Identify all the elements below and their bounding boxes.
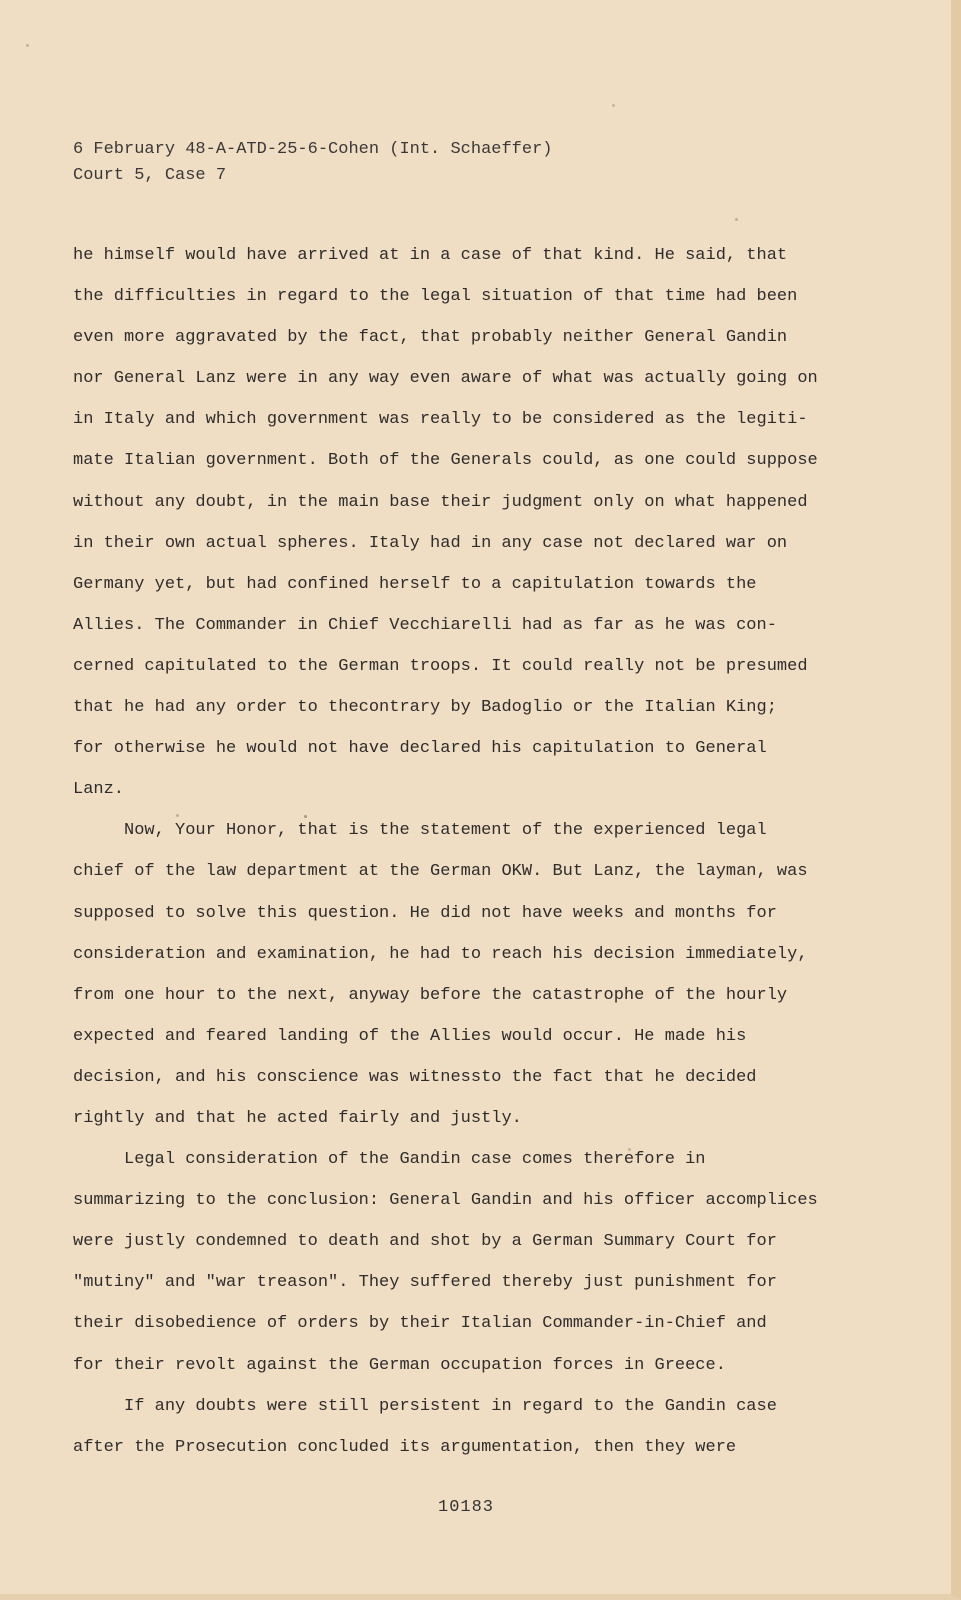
body-line: rightly and that he acted fairly and justly. xyxy=(73,1108,522,1128)
paper-speck xyxy=(735,218,738,221)
body-line: Allies. The Commander in Chief Vecchiarelli had as far as he was con- xyxy=(73,615,777,635)
body-line: that he had any order to thecontrary by Badoglio or the Italian King; xyxy=(73,698,777,718)
body-line: after the Prosecution concluded its argumentation, then they were xyxy=(73,1437,737,1457)
body-line: in Italy and which government was really to be considered as the legiti- xyxy=(73,410,808,430)
body-line: supposed to solve this question. He did not have weeks and months for xyxy=(73,903,777,923)
body-line: he himself would have arrived at in a case of that kind. He said, that xyxy=(73,246,788,265)
body-line: the difficulties in regard to the legal situation of that time had been xyxy=(73,287,798,307)
paper-speck xyxy=(612,104,615,107)
body-line: cerned capitulated to the German troops. It could really not be presumed xyxy=(73,656,808,676)
paper-speck xyxy=(304,815,307,818)
document-header xyxy=(73,137,893,189)
body-line: chief of the law department at the German OKW. But Lanz, the layman, was xyxy=(73,862,808,882)
body-line: Now, Your Honor, that is the statement of the experienced legal xyxy=(73,821,767,841)
body-line: If any doubts were still persistent in regard to the Gandin case xyxy=(73,1396,777,1416)
body-line: in their own actual spheres. Italy had in any case not declared war on xyxy=(73,533,788,553)
header-court-case: Court 5, Case 7 xyxy=(73,166,227,185)
body-line: without any doubt, in the main base their judgment only on what happened xyxy=(73,492,808,512)
body-line: Lanz. xyxy=(73,780,125,800)
document-body xyxy=(73,235,893,1468)
body-line: their disobedience of orders by their Italian Commander-in-Chief and xyxy=(73,1314,767,1334)
body-line: for their revolt against the German occupation forces in Greece. xyxy=(73,1355,726,1375)
body-line: expected and feared landing of the Allies would occur. He made his xyxy=(73,1026,747,1046)
body-line: were justly condemned to death and shot by a German Summary Court for xyxy=(73,1232,777,1252)
paper-speck xyxy=(26,44,29,47)
body-line: decision, and his conscience was witnessto the fact that he decided xyxy=(73,1067,757,1087)
body-line: for otherwise he would not have declared his capitulation to General xyxy=(73,739,767,759)
body-line: "mutiny" and "war treason". They suffered thereby just punishment for xyxy=(73,1273,777,1293)
page-number: 10183 xyxy=(438,1498,495,1517)
body-line: Germany yet, but had confined herself to a capitulation towards the xyxy=(73,574,757,594)
header-date-reference: 6 February 48-A-ATD-25-6-Cohen (Int. Schaeffer) xyxy=(73,140,553,159)
body-line: consideration and examination, he had to reach his decision immediately, xyxy=(73,944,808,964)
paper-speck xyxy=(628,1148,631,1151)
paper-speck xyxy=(176,814,179,817)
body-line: even more aggravated by the fact, that probably neither General Gandin xyxy=(73,328,788,348)
body-line: from one hour to the next, anyway before the catastrophe of the hourly xyxy=(73,985,788,1005)
body-line: Legal consideration of the Gandin case comes therefore in xyxy=(73,1150,706,1170)
body-line: mate Italian government. Both of the Generals could, as one could suppose xyxy=(73,451,818,471)
body-line: nor General Lanz were in any way even aware of what was actually going on xyxy=(73,369,818,389)
body-line: summarizing to the conclusion: General Gandin and his officer accomplices xyxy=(73,1191,818,1211)
